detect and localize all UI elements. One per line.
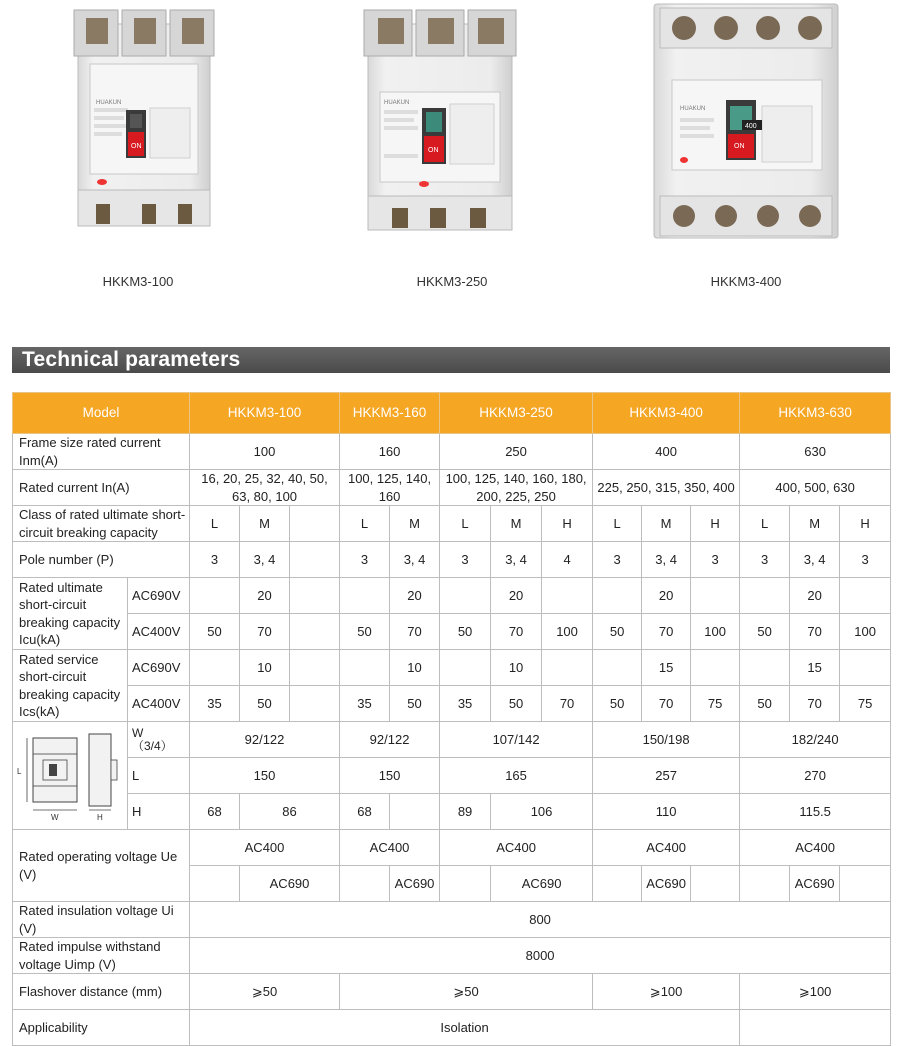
table-cell (542, 578, 593, 614)
table-cell: 35 (340, 686, 390, 722)
table-cell: 50 (593, 686, 642, 722)
table-cell: 68 (190, 794, 240, 830)
table-cell: 15 (642, 650, 691, 686)
dimension-h-label: H (128, 794, 190, 830)
table-cell (340, 578, 390, 614)
table-row (13, 1010, 891, 1046)
row-label: Flashover distance (mm) (13, 974, 190, 1010)
table-row (13, 650, 891, 686)
table-cell (691, 578, 740, 614)
table-cell (440, 866, 491, 902)
rating-tag: 400 (745, 123, 757, 130)
table-cell: 3, 4 (790, 542, 840, 578)
switch-label: ON (428, 147, 439, 154)
table-cell: 630 (740, 434, 891, 470)
table-cell (390, 794, 440, 830)
table-header-row (13, 393, 891, 434)
table-cell: M (642, 506, 691, 542)
table-cell (290, 506, 340, 542)
table-cell: 70 (790, 614, 840, 650)
row-label: Applicability (13, 1010, 190, 1046)
table-cell (340, 650, 390, 686)
table-cell: 115.5 (740, 794, 891, 830)
row-label: Frame size rated current Inm(A) (13, 434, 190, 470)
table-cell (190, 578, 240, 614)
row-label: Rated operating voltage Ue (V) (13, 830, 190, 902)
table-cell: 10 (390, 650, 440, 686)
table-cell: 3 (440, 542, 491, 578)
table-cell: 100 (691, 614, 740, 650)
table-cell: L (340, 506, 390, 542)
table-cell: ⩾100 (740, 974, 891, 1010)
table-cell: 68 (340, 794, 390, 830)
table-cell (840, 650, 891, 686)
table-cell: AC690 (240, 866, 340, 902)
table-cell: AC690 (390, 866, 440, 902)
breaker-hkkm3-400-image (650, 2, 842, 242)
table-row (13, 758, 891, 794)
table-cell: AC400 (740, 830, 891, 866)
table-row (13, 470, 891, 506)
table-cell (840, 866, 891, 902)
table-cell (740, 650, 790, 686)
table-cell: ⩾100 (593, 974, 740, 1010)
table-cell (290, 686, 340, 722)
table-cell: 106 (491, 794, 593, 830)
table-cell (593, 578, 642, 614)
table-cell: 3 (190, 542, 240, 578)
table-cell (290, 614, 340, 650)
table-cell: M (390, 506, 440, 542)
row-label: Rated ultimate short-circuit breaking capacity Icu(kA) (13, 578, 128, 650)
table-cell: 3 (691, 542, 740, 578)
voltage-label: AC400V (128, 686, 190, 722)
switch-label: ON (131, 143, 142, 150)
table-cell: 70 (491, 614, 542, 650)
table-cell: L (440, 506, 491, 542)
table-cell: 15 (790, 650, 840, 686)
table-cell: 50 (340, 614, 390, 650)
table-cell (740, 1010, 891, 1046)
table-cell: 150 (190, 758, 340, 794)
table-cell: M (790, 506, 840, 542)
w-label: W (132, 725, 144, 740)
table-cell (740, 866, 790, 902)
table-row (13, 902, 891, 938)
brand-mark: HUAKUN (96, 100, 122, 106)
w-sub-label: （3/4） (132, 738, 173, 753)
table-cell: L (593, 506, 642, 542)
table-cell (440, 650, 491, 686)
dimension-diagram-cell (13, 722, 128, 830)
table-row (13, 974, 891, 1010)
voltage-label: AC690V (128, 578, 190, 614)
table-cell: 110 (593, 794, 740, 830)
diagram-l-label: L (17, 766, 22, 776)
table-cell: AC690 (491, 866, 593, 902)
model-header-cell: HKKM3-250 (440, 393, 593, 434)
table-cell (440, 578, 491, 614)
table-cell (340, 866, 390, 902)
table-cell: 150/198 (593, 722, 740, 758)
table-cell: M (240, 506, 290, 542)
table-cell: M (491, 506, 542, 542)
table-cell: 20 (790, 578, 840, 614)
model-header-cell: HKKM3-400 (593, 393, 740, 434)
table-cell: 50 (491, 686, 542, 722)
table-row (13, 794, 891, 830)
table-cell: 150 (340, 758, 440, 794)
voltage-label: AC690V (128, 650, 190, 686)
brand-mark: HUAKUN (680, 106, 706, 112)
model-header-cell: HKKM3-630 (740, 393, 891, 434)
table-cell (290, 650, 340, 686)
table-cell: 16, 20, 25, 32, 40, 50, 63, 80, 100 (190, 470, 340, 506)
product-caption: HKKM3-100 (102, 274, 174, 289)
table-cell: 75 (691, 686, 740, 722)
table-cell: 257 (593, 758, 740, 794)
table-cell: 250 (440, 434, 593, 470)
table-cell: 70 (642, 614, 691, 650)
table-cell: 8000 (190, 938, 891, 974)
dimension-w-label (128, 722, 190, 758)
table-cell: 20 (240, 578, 290, 614)
table-cell: 70 (240, 614, 290, 650)
table-cell (190, 650, 240, 686)
row-label: Rated current In(A) (13, 470, 190, 506)
table-cell (691, 866, 740, 902)
breaker-hkkm3-100-image (68, 4, 220, 236)
table-cell (290, 578, 340, 614)
section-banner (12, 347, 890, 373)
table-row (13, 830, 891, 866)
diagram-w-label: W (51, 812, 59, 822)
table-cell: 75 (840, 686, 891, 722)
table-cell: 100, 125, 140, 160, 180, 200, 225, 250 (440, 470, 593, 506)
table-cell: 70 (790, 686, 840, 722)
table-cell: 225, 250, 315, 350, 400 (593, 470, 740, 506)
diagram-h-label: H (97, 812, 103, 822)
row-label: Rated insulation voltage Ui (V) (13, 902, 190, 938)
table-cell: 3 (593, 542, 642, 578)
table-cell (691, 650, 740, 686)
table-row (13, 542, 891, 578)
table-cell: 10 (240, 650, 290, 686)
model-header-cell: HKKM3-160 (340, 393, 440, 434)
table-cell: 100 (190, 434, 340, 470)
row-label: Rated impulse withstand voltage Uimp (V) (13, 938, 190, 974)
table-row (13, 506, 891, 542)
table-cell: 20 (642, 578, 691, 614)
table-cell: 100 (840, 614, 891, 650)
table-cell: 86 (240, 794, 340, 830)
table-cell: 50 (740, 686, 790, 722)
table-row (13, 686, 891, 722)
table-cell: 400, 500, 630 (740, 470, 891, 506)
table-cell: Isolation (190, 1010, 740, 1046)
table-cell: AC690 (642, 866, 691, 902)
table-cell: 89 (440, 794, 491, 830)
table-cell: H (691, 506, 740, 542)
table-row (13, 578, 891, 614)
table-row (13, 614, 891, 650)
table-cell: 50 (190, 614, 240, 650)
table-cell: L (740, 506, 790, 542)
voltage-label: AC400V (128, 614, 190, 650)
table-cell: AC690 (790, 866, 840, 902)
table-cell: 270 (740, 758, 891, 794)
table-cell: 70 (542, 686, 593, 722)
table-cell: 3, 4 (240, 542, 290, 578)
table-cell: 92/122 (340, 722, 440, 758)
table-cell: 400 (593, 434, 740, 470)
table-cell (290, 542, 340, 578)
row-label: Class of rated ultimate short-circuit breaking capacity (13, 506, 190, 542)
model-header-cell: HKKM3-100 (190, 393, 340, 434)
table-cell: L (190, 506, 240, 542)
table-cell (190, 866, 240, 902)
table-cell: 3, 4 (491, 542, 542, 578)
table-cell: 92/122 (190, 722, 340, 758)
table-cell: AC400 (593, 830, 740, 866)
table-row (13, 722, 891, 758)
row-label: Pole number (P) (13, 542, 190, 578)
table-cell: 107/142 (440, 722, 593, 758)
table-cell: 35 (440, 686, 491, 722)
table-cell: 3 (340, 542, 390, 578)
model-header: Model (13, 393, 190, 434)
table-cell: 100 (542, 614, 593, 650)
table-cell: 4 (542, 542, 593, 578)
table-cell: 800 (190, 902, 891, 938)
table-cell (542, 650, 593, 686)
table-cell: AC400 (440, 830, 593, 866)
table-cell: 20 (491, 578, 542, 614)
table-cell: 3, 4 (390, 542, 440, 578)
dimension-l-label: L (128, 758, 190, 794)
table-cell: ⩾50 (340, 974, 593, 1010)
table-cell: 50 (240, 686, 290, 722)
breaker-hkkm3-250-image (358, 4, 522, 236)
table-row (13, 434, 891, 470)
table-cell: 50 (593, 614, 642, 650)
table-cell: AC400 (340, 830, 440, 866)
product-caption: HKKM3-400 (710, 274, 782, 289)
dimension-diagram (15, 724, 125, 824)
table-cell (593, 866, 642, 902)
table-cell: 35 (190, 686, 240, 722)
table-cell (840, 578, 891, 614)
table-cell: 70 (390, 614, 440, 650)
row-label: Rated service short-circuit breaking capacity Ics(kA) (13, 650, 128, 722)
switch-label: ON (734, 143, 745, 150)
table-cell: 165 (440, 758, 593, 794)
table-cell: 50 (440, 614, 491, 650)
table-cell (593, 650, 642, 686)
table-cell: 182/240 (740, 722, 891, 758)
technical-parameters-table (12, 392, 891, 1046)
table-cell: ⩾50 (190, 974, 340, 1010)
table-cell: AC400 (190, 830, 340, 866)
brand-mark: HUAKUN (384, 100, 410, 106)
table-cell: 3 (840, 542, 891, 578)
table-cell: H (840, 506, 891, 542)
table-cell: 100, 125, 140, 160 (340, 470, 440, 506)
table-cell: 20 (390, 578, 440, 614)
section-title: Technical parameters (22, 348, 241, 371)
table-cell (740, 578, 790, 614)
table-cell: 3 (740, 542, 790, 578)
table-cell: H (542, 506, 593, 542)
table-cell: 160 (340, 434, 440, 470)
product-caption: HKKM3-250 (416, 274, 488, 289)
table-row (13, 938, 891, 974)
table-cell: 50 (390, 686, 440, 722)
table-cell: 50 (740, 614, 790, 650)
table-cell: 3, 4 (642, 542, 691, 578)
table-cell: 70 (642, 686, 691, 722)
table-cell: 10 (491, 650, 542, 686)
